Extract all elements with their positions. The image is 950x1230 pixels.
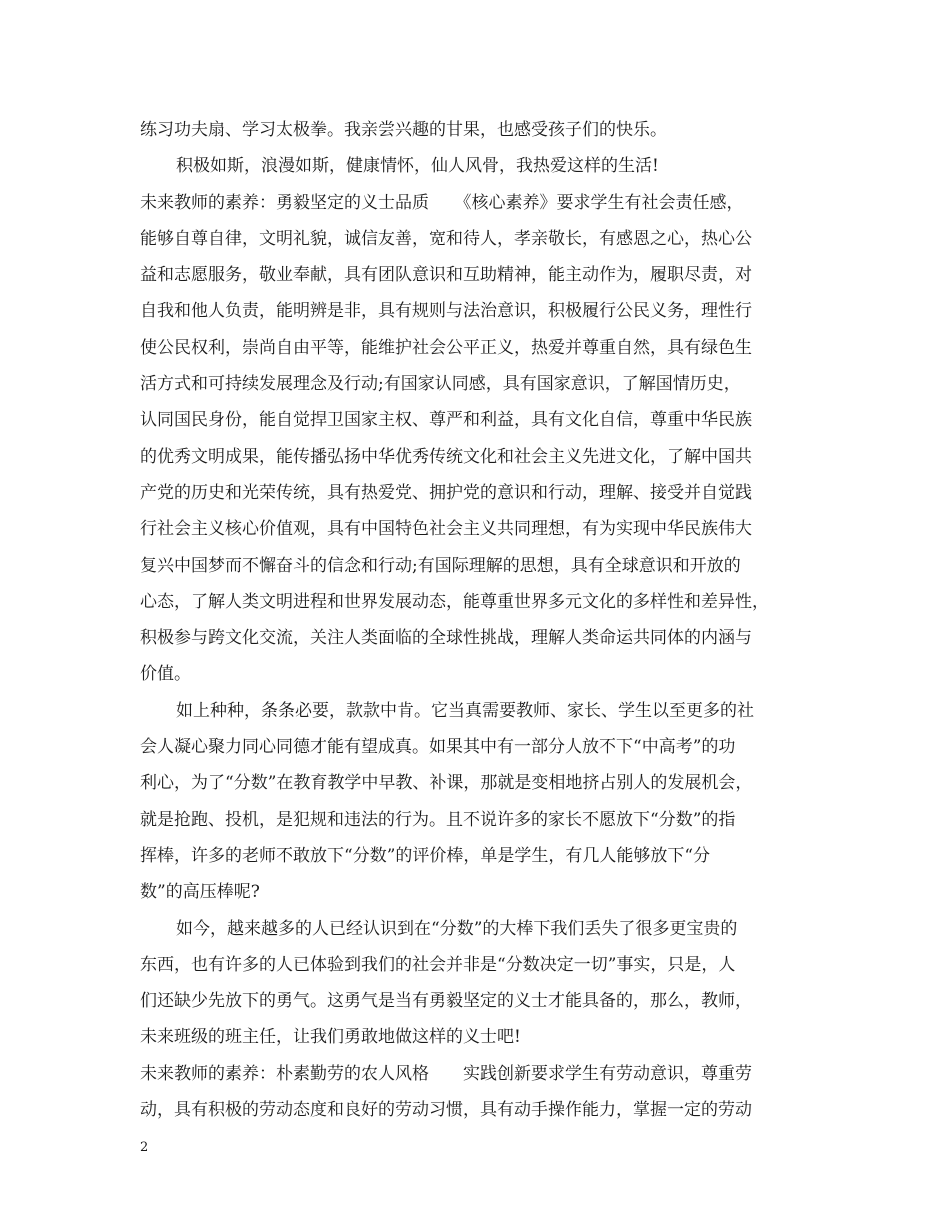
text-line: 自我和他人负责，能明辨是非，具有规则与法治意识，积极履行公民义务，理性行 <box>140 301 752 322</box>
section-heading-line: 未来教师的素养：勇毅坚定的义士品质 《核心素养》要求学生有社会责任感， <box>140 192 744 213</box>
text-line: 能够自尊自律，文明礼貌，诚信友善，宽和待人，孝亲敬长，有感恩之心，热心公 <box>140 228 752 249</box>
text-line: 练习功夫扇、学习太极拳。我亲尝兴趣的甘果，也感受孩子们的快乐。 <box>140 120 667 140</box>
text-line: 就是抢跑、投机，是犯规和违法的行为。且不说许多的家长不愿放下“分数”的指 <box>140 809 736 830</box>
document-body <box>140 112 830 1128</box>
text-line: 使公民权利，崇尚自由平等，能维护社会公平正义，热爱并尊重自然，具有绿色生 <box>140 337 752 358</box>
text-line: 心态，了解人类文明进程和世界发展动态，能尊重世界多元文化的多样性和差异性， <box>140 591 769 612</box>
text-line: 价值。 <box>140 664 191 685</box>
text-line: 未来班级的班主任，让我们勇敢地做这样的义士吧! <box>140 1027 521 1048</box>
text-line: 益和志愿服务，敬业奉献，具有团队意识和互助精神，能主动作为，履职尽责，对 <box>140 265 752 286</box>
text-line: 们还缺少先放下的勇气。这勇气是当有勇毅坚定的义士才能具备的，那么，教师， <box>140 991 752 1012</box>
text-line: 挥棒，许多的老师不敢放下“分数”的评价棒，单是学生，有几人能够放下“分 <box>140 845 711 866</box>
text-line: 如上种种，条条必要，款款中肯。它当真需要教师、家长、学生以至更多的社 <box>176 700 754 721</box>
text-line: 认同国民身份，能自觉捍卫国家主权、尊严和利益，具有文化自信，尊重中华民族 <box>140 410 752 431</box>
text-line: 产党的历史和光荣传统，具有热爱党、拥护党的意识和行动，理解、接受并自觉践 <box>140 482 752 503</box>
text-line: 的优秀文明成果，能传播弘扬中华优秀传统文化和社会主义先进文化，了解中国共 <box>140 446 752 467</box>
text-line: 积极参与跨文化交流，关注人类面临的全球性挑战，理解人类命运共同体的内涵与 <box>140 628 752 649</box>
text-line: 数”的高压棒呢? <box>140 882 260 903</box>
text-line: 东西，也有许多的人已体验到我们的社会并非是“分数决定一切”事实，只是，人 <box>140 954 736 975</box>
section-heading-line: 未来教师的素养：朴素勤劳的农人风格 实践创新要求学生有劳动意识，尊重劳 <box>140 1063 752 1084</box>
text-line: 积极如斯，浪漫如斯，健康情怀，仙人风骨，我热爱这样的生活! <box>176 156 659 177</box>
text-line: 动，具有积极的劳动态度和良好的劳动习惯，具有动手操作能力，掌握一定的劳动 <box>140 1100 752 1121</box>
text-line: 如今，越来越多的人已经认识到在“分数”的大棒下我们丢失了很多更宝贵的 <box>176 918 738 939</box>
page-number: 2 <box>140 1140 149 1155</box>
text-line: 利心，为了“分数”在教育教学中早教、补课，那就是变相地挤占别人的发展机会， <box>140 773 753 794</box>
text-line: 会人凝心聚力同心同德才能有望成真。如果其中有一部分人放不下“中高考”的功 <box>140 737 736 758</box>
text-line: 活方式和可持续发展理念及行动;有国家认同感，具有国家意识，了解国情历史， <box>140 374 741 395</box>
text-line: 复兴中国梦而不懈奋斗的信念和行动;有国际理解的思想，具有全球意识和开放的 <box>140 555 741 576</box>
text-line: 行社会主义核心价值观，具有中国特色社会主义共同理想，有为实现中华民族伟大 <box>140 519 752 540</box>
